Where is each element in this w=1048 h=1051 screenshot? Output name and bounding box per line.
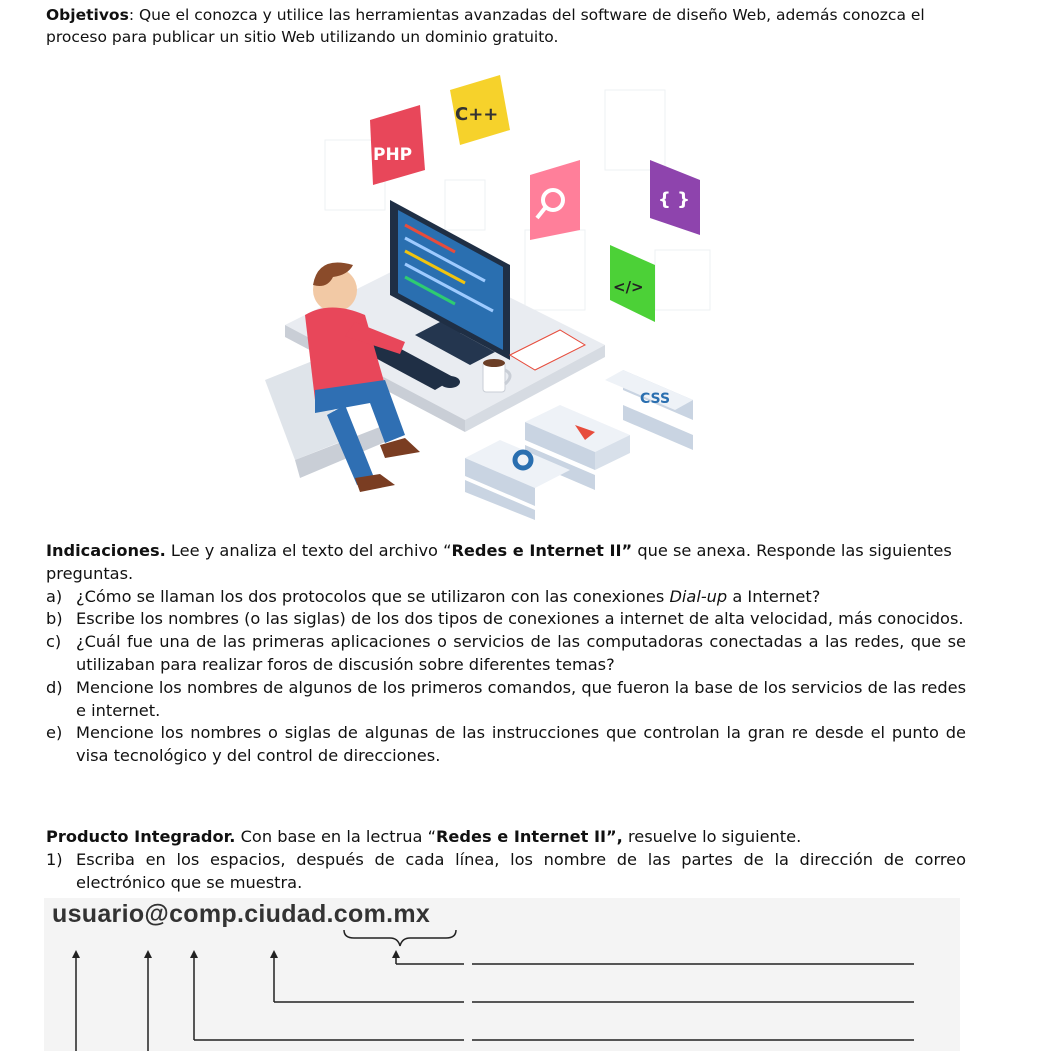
product-item-1: 1) Escriba en los espacios, después de cada línea, los nombre de las partes de la dirección de correo electrónico que se muestra.: [46, 849, 966, 892]
question-a: a) ¿Cómo se llaman los dos protocolos que se utilizaron con las conexiones Dial-up a Internet?: [46, 586, 821, 606]
tag-cpp: C++: [455, 104, 499, 125]
objectives-label: Objetivos: [46, 6, 129, 24]
instructions-section: [46, 540, 966, 768]
product-list: [46, 849, 966, 895]
question-list: [46, 586, 966, 768]
tag-html: </>: [613, 278, 644, 296]
question-d: d) Mencione los nombres de algunos de los primeros comandos, que fueron la base de los servicios de las redes e internet.: [46, 677, 966, 720]
tag-php: PHP: [373, 145, 413, 165]
instructions-intro: Indicaciones. Lee y analiza el texto del archivo “Redes e Internet II” que se anexa. Responde las siguientes preguntas.: [46, 541, 952, 583]
email-parts-diagram: [44, 898, 960, 1051]
product-label: Producto Integrador.: [46, 827, 236, 846]
question-b: b) Escribe los nombres (o las siglas) de los dos tipos de conexiones a internet de alta velocidad, más conocidos.: [46, 609, 964, 629]
tag-css: CSS: [640, 391, 671, 407]
objectives-text: : Que el conozca y utilice las herramientas avanzadas del software de diseño Web, además conozca el proceso para publicar un sitio Web utilizando un dominio gratuito.: [46, 6, 925, 46]
integrating-product-section: [46, 826, 966, 894]
question-e: e) Mencione los nombres o siglas de algunas de las instrucciones que controlan la gran re desde el punto de visa tecnológico y del control de direcciones.: [46, 723, 966, 766]
product-file-name: Redes e Internet II”,: [435, 827, 623, 846]
email-address-figure: [44, 898, 960, 1051]
product-intro: Producto Integrador. Con base en la lectrua “Redes e Internet II”, resuelve lo siguiente.: [46, 827, 802, 846]
web-developer-illustration: [255, 60, 725, 520]
file-name: Redes e Internet II”: [451, 541, 633, 560]
instructions-label: Indicaciones.: [46, 541, 166, 560]
email-address: usuario@comp.ciudad.com.mx: [52, 900, 431, 928]
question-c: c) ¿Cuál fue una de las primeras aplicaciones o servicios de las computadoras conectadas a las redes, que se utilizaban para realizar foros de discusión sobre diferentes temas?: [46, 632, 966, 674]
com-brace: [344, 930, 456, 946]
tag-braces: { }: [658, 189, 690, 210]
objectives-paragraph: [46, 4, 966, 48]
